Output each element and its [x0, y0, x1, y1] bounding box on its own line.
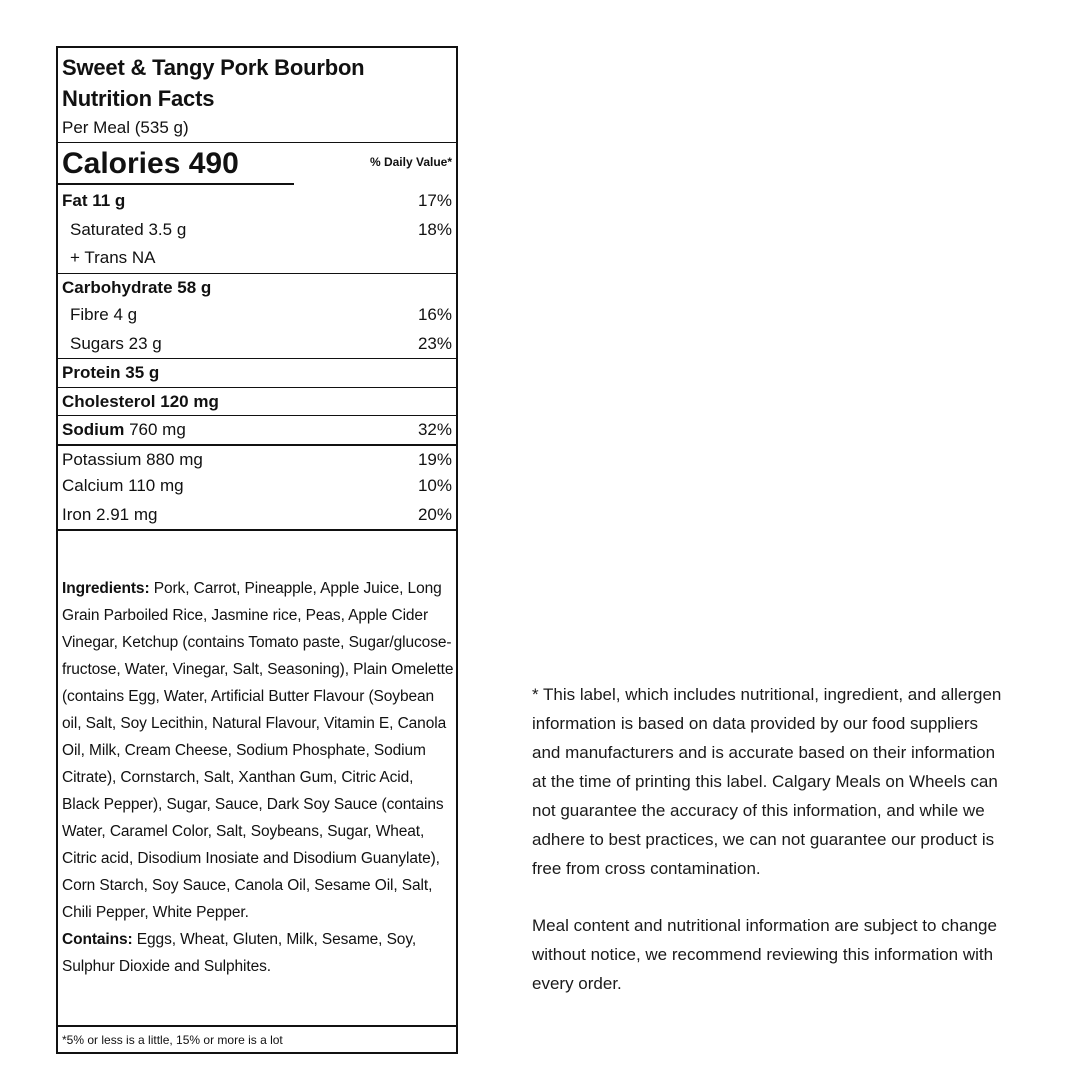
nutrient-name: Iron — [62, 504, 92, 524]
nutrient-amount: 880 mg — [146, 449, 203, 469]
nutrient-row-carbohydrate — [58, 273, 456, 302]
disclaimer — [532, 680, 1002, 998]
nutrient-name: Protein — [62, 363, 121, 382]
nutrient-row-potassium — [58, 444, 456, 473]
daily-value-footnote: *5% or less is a little, 15% or more is a lot — [58, 1025, 456, 1052]
label-header — [58, 48, 456, 114]
nutrition-label — [56, 46, 458, 1054]
calories: Calories 490 — [62, 147, 239, 180]
ingredients-label: Ingredients: — [62, 580, 150, 597]
nutrient-pct: 18% — [417, 219, 452, 239]
nutrient-pct: 16% — [417, 305, 452, 324]
disclaimer-paragraph-1: * This label, which includes nutritional, ingredient, and allergen information is based on data provided by our food suppliers and manufacturers and is accurate based on their information at the time of printing this label. Calgary Meals on Wheels can not guarantee the accuracy of this information, and while we adhere to best practices, we can not guarantee our product is free from cross contamination. — [532, 685, 1002, 878]
nutrient-amount: 760 mg — [129, 420, 186, 439]
contains-text: Eggs, Wheat, Gluten, Milk, Sesame, Soy, Sulphur Dioxide and Sulphites. — [62, 931, 417, 975]
nutrient-name: Potassium — [62, 449, 142, 469]
nutrient-amount: NA — [131, 248, 156, 267]
nutrient-row-fibre — [58, 301, 456, 330]
nutrient-row-trans — [58, 244, 456, 273]
serving-size: Per Meal (535 g) — [58, 114, 456, 143]
nutrient-name: Fibre — [70, 305, 109, 324]
nutrient-amount: 4 g — [113, 305, 138, 324]
disclaimer-paragraph-2: Meal content and nutritional information are subject to change without notice, we recommend reviewing this information with every order. — [532, 916, 997, 993]
nutrient-amount: 11 g — [92, 191, 126, 210]
nutrient-pct: 10% — [417, 476, 452, 495]
nutrient-row-sodium — [58, 415, 456, 444]
nutrient-amount: 35 g — [125, 363, 160, 382]
nutrient-name: + Trans — [70, 248, 128, 267]
product-name: Sweet & Tangy Pork Bourbon — [62, 55, 365, 80]
nutrient-row-fat — [58, 187, 456, 216]
nutrient-row-cholesterol — [58, 387, 456, 416]
nutrient-amount: 23 g — [128, 333, 162, 353]
nutrient-amount: 3.5 g — [148, 219, 187, 239]
nutrient-name: Saturated — [70, 219, 144, 239]
nutrient-row-saturated — [58, 216, 456, 245]
nutrient-amount: 58 g — [177, 277, 212, 297]
nutrient-row-protein — [58, 358, 456, 387]
nutrient-name: Cholesterol — [62, 391, 156, 411]
calories-row — [58, 143, 456, 187]
nutrition-facts-heading: Nutrition Facts — [62, 86, 215, 111]
nutrient-row-calcium — [58, 472, 456, 501]
nutrient-pct: 23% — [417, 333, 452, 353]
section-divider — [58, 529, 456, 575]
nutrient-pct: 20% — [417, 504, 452, 524]
nutrient-pct: 17% — [417, 191, 452, 210]
nutrient-name: Sodium — [62, 420, 125, 439]
nutrient-amount: 110 mg — [128, 476, 184, 495]
nutrient-name: Carbohydrate — [62, 277, 173, 297]
nutrient-row-iron — [58, 501, 456, 530]
calories-rule — [58, 183, 294, 185]
nutrient-name: Fat — [62, 191, 88, 210]
nutrient-name: Calcium — [62, 476, 124, 495]
nutrient-name: Sugars — [70, 333, 124, 353]
contains-label: Contains: — [62, 931, 133, 948]
ingredients-text: Pork, Carrot, Pineapple, Apple Juice, Long Grain Parboiled Rice, Jasmine rice, Peas, Apple Cider Vinegar, Ketchup (contains Tomato paste, Sugar/glucose-fructose, Water, Vinegar, Salt, Seasoning), Plain Omelette (contains Egg, Water, Artificial Butter Flavour (Soybean oil, Salt, Soy Lecithin, Natural Flavour, Vitamin E, Canola Oil, Milk, Cream Cheese, Sodium Phosphate, Sodium Citrate), Cornstarch, Salt, Xanthan Gum, Citric Acid, Black Pepper), Sugar, Sauce, Dark Soy Sauce (contains Water, Caramel Color, Salt, Soybeans, Sugar, Wheat, Citric acid, Disodium Inosiate and Disodium Guanylate), Corn Starch, Soy Sauce, Canola Oil, Sesame Oil, Salt, Chili Pepper, White Pepper. — [62, 580, 454, 921]
nutrient-pct: 32% — [417, 420, 452, 439]
nutrient-amount: 120 mg — [160, 391, 219, 411]
ingredients-block — [58, 575, 456, 980]
nutrient-pct: 19% — [417, 449, 452, 469]
nutrient-row-sugars — [58, 330, 456, 359]
daily-value-header: % Daily Value* — [369, 155, 452, 169]
nutrient-amount: 2.91 mg — [96, 504, 158, 524]
